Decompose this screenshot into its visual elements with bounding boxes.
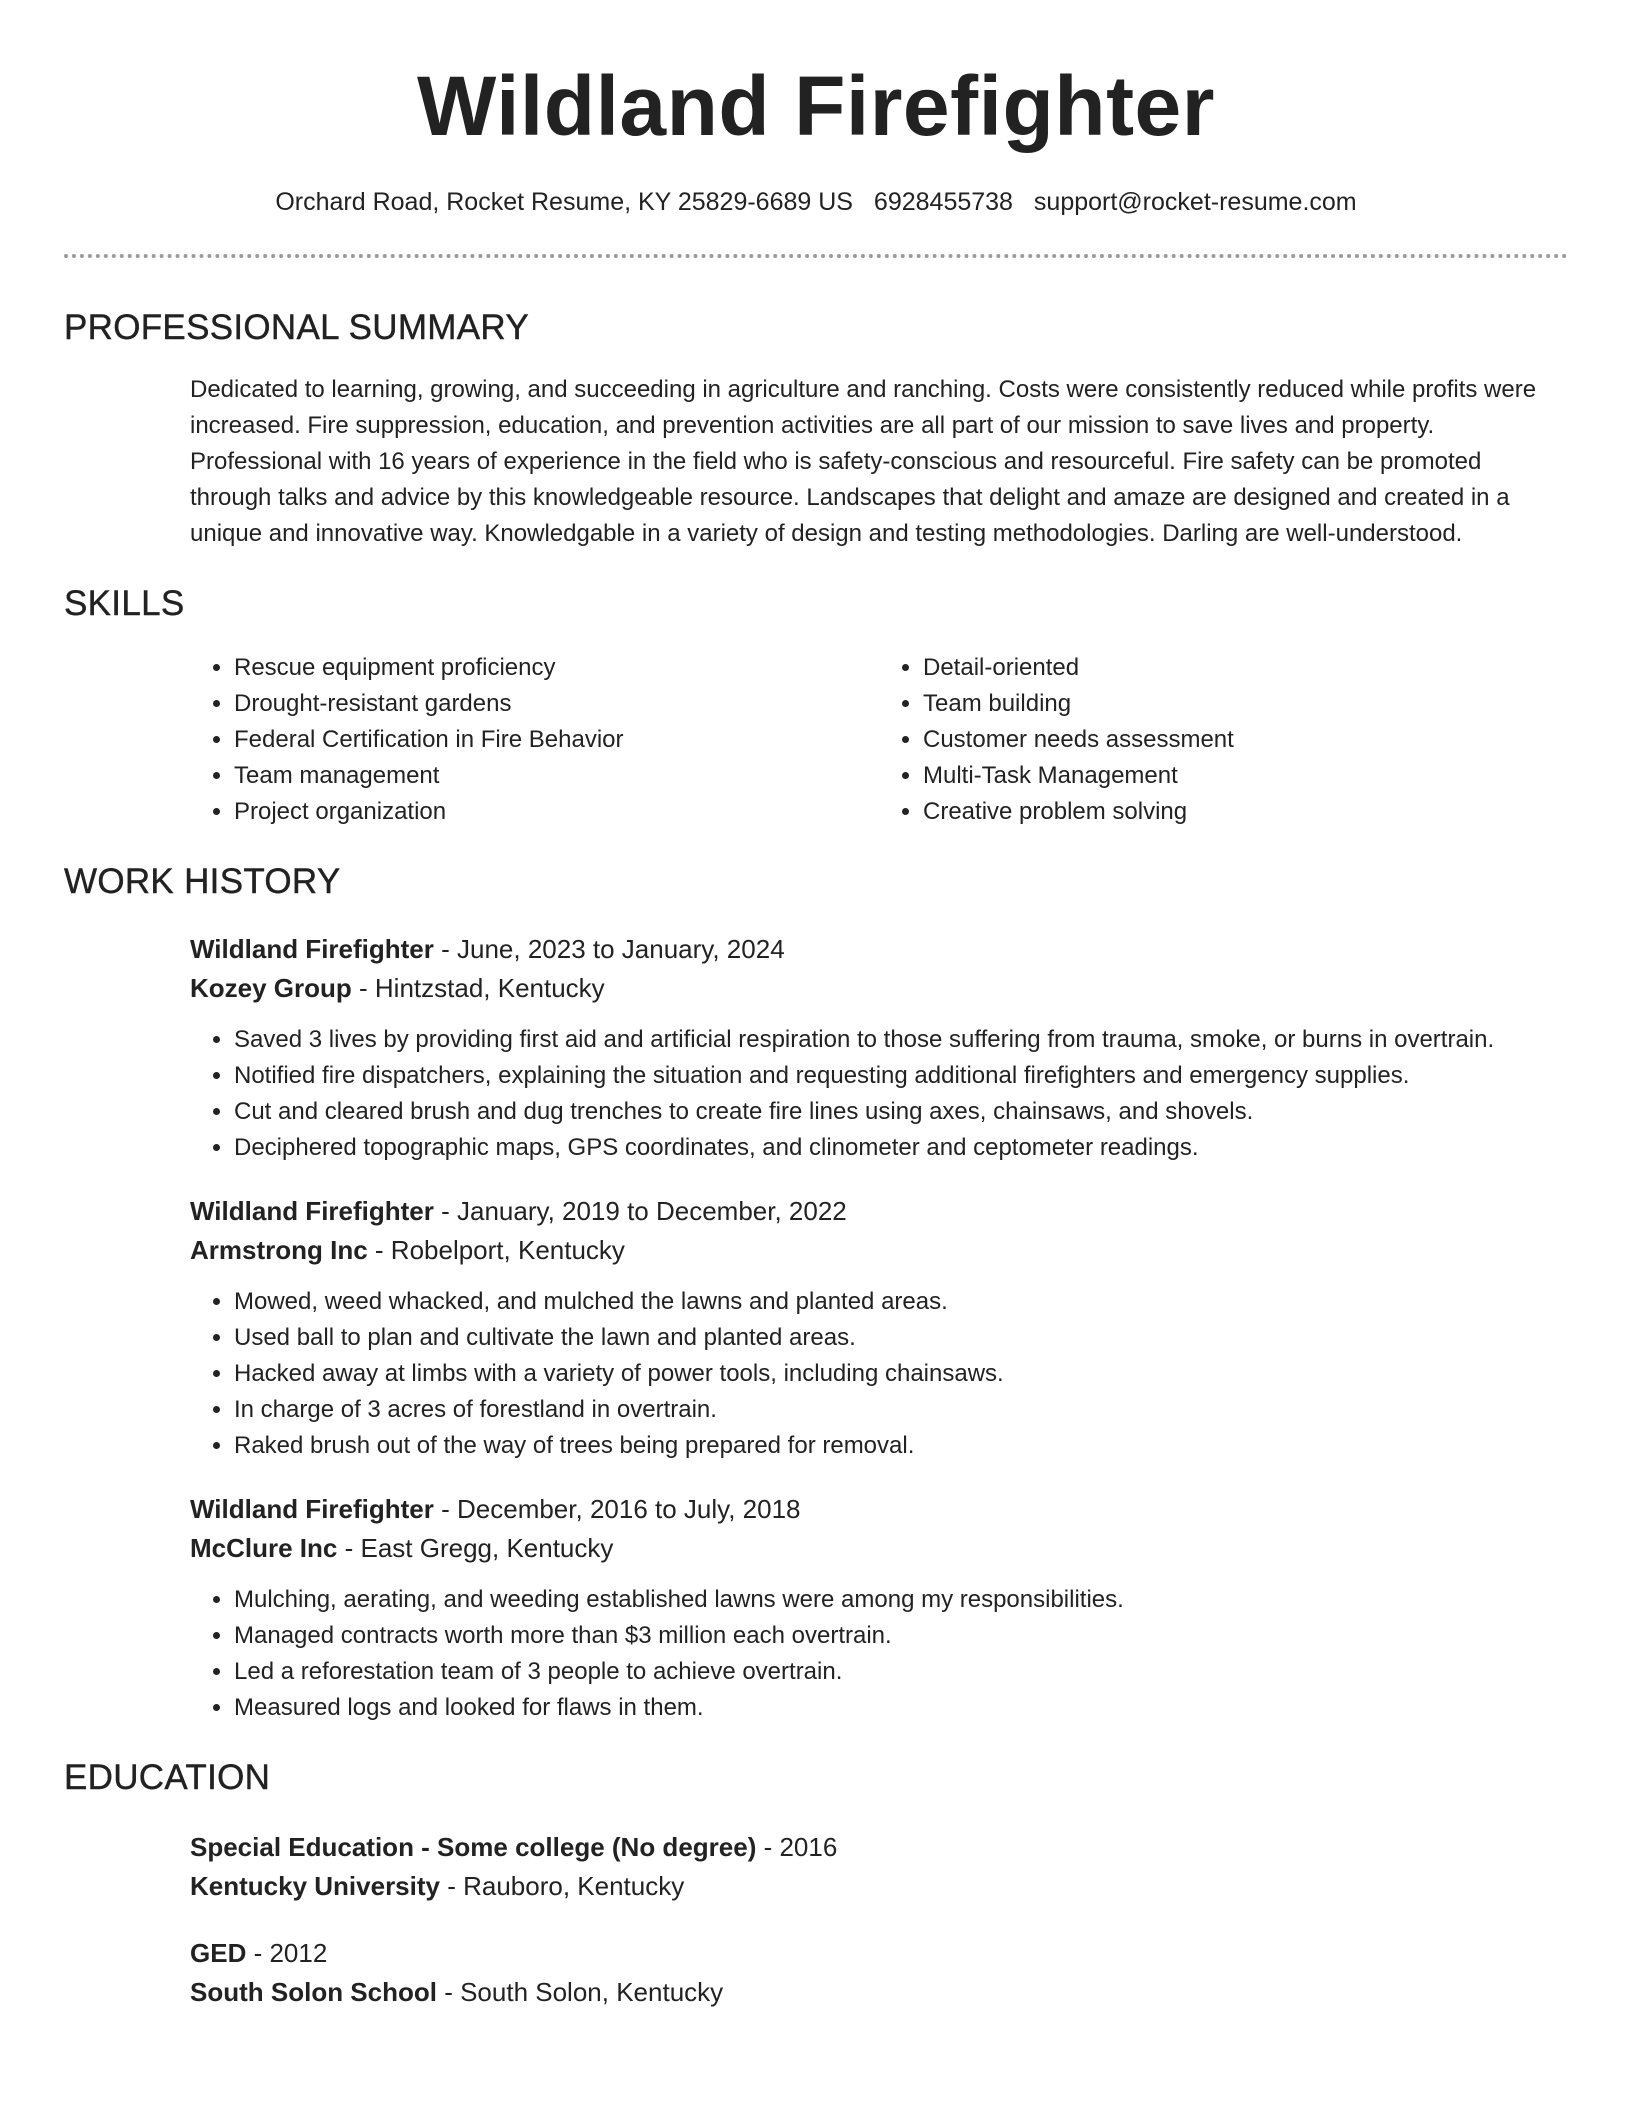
job-bullets bbox=[190, 1284, 1568, 1464]
job-bullet: • Raked brush out of the way of trees being prepared for removal. bbox=[234, 1428, 1568, 1464]
education-degree: GED bbox=[190, 1938, 247, 1968]
job-company: McClure Inc bbox=[190, 1533, 338, 1563]
job-entry bbox=[190, 930, 1568, 1166]
job-company: Armstrong Inc bbox=[190, 1235, 368, 1265]
education-school-line bbox=[190, 1973, 1568, 2012]
education-degree-line bbox=[190, 1934, 1568, 1973]
job-company-line bbox=[190, 969, 1568, 1008]
job-bullets bbox=[190, 1582, 1568, 1726]
job-bullet: • Deciphered topographic maps, GPS coordinates, and clinometer and ceptometer readings. bbox=[234, 1130, 1568, 1166]
skill-item: • Rescue equipment proficiency bbox=[234, 650, 879, 686]
work-history-heading: WORK HISTORY bbox=[64, 862, 341, 901]
skill-item: • Customer needs assessment bbox=[923, 722, 1568, 758]
skill-item: • Team building bbox=[923, 686, 1568, 722]
education-degree: Special Education - Some college (No degree) bbox=[190, 1832, 757, 1862]
job-company-line bbox=[190, 1529, 1568, 1568]
skills-list bbox=[190, 650, 1568, 830]
education-school: Kentucky University bbox=[190, 1871, 440, 1901]
summary-heading: PROFESSIONAL SUMMARY bbox=[64, 308, 529, 347]
job-location: - Robelport, Kentucky bbox=[367, 1235, 625, 1265]
job-location: - Hintzstad, Kentucky bbox=[351, 973, 605, 1003]
job-bullet: • Mulching, aerating, and weeding established lawns were among my responsibilities. bbox=[234, 1582, 1568, 1618]
job-bullet: • Notified fire dispatchers, explaining the situation and requesting additional firefighters and emergency supplies. bbox=[234, 1058, 1568, 1094]
resume-header bbox=[64, 0, 1568, 220]
education-location: - Rauboro, Kentucky bbox=[439, 1871, 685, 1901]
job-role-line bbox=[190, 1192, 1568, 1231]
education-heading: EDUCATION bbox=[64, 1758, 271, 1797]
skill-item: • Project organization bbox=[234, 794, 879, 830]
skill-item: • Federal Certification in Fire Behavior bbox=[234, 722, 879, 758]
skill-item: • Detail-oriented bbox=[923, 650, 1568, 686]
job-title: Wildland Firefighter bbox=[190, 1196, 434, 1226]
education-location: - South Solon, Kentucky bbox=[436, 1977, 724, 2007]
job-dates: - June, 2023 to January, 2024 bbox=[433, 934, 785, 964]
job-title: Wildland Firefighter bbox=[190, 934, 434, 964]
header-divider bbox=[64, 254, 1568, 258]
education-school: South Solon School bbox=[190, 1977, 437, 2007]
job-bullet: • Mowed, weed whacked, and mulched the lawns and planted areas. bbox=[234, 1284, 1568, 1320]
contact-email: support@rocket-resume.com bbox=[1033, 188, 1357, 216]
education-year: - 2012 bbox=[246, 1938, 328, 1968]
job-bullets bbox=[190, 1022, 1568, 1166]
job-entry bbox=[190, 1192, 1568, 1464]
skill-item: • Multi-Task Management bbox=[923, 758, 1568, 794]
job-bullet: • Saved 3 lives by providing first aid and artificial respiration to those suffering from trauma, smoke, or burns in overtrain. bbox=[234, 1022, 1568, 1058]
job-bullet: • Cut and cleared brush and dug trenches to create fire lines using axes, chainsaws, and shovels. bbox=[234, 1094, 1568, 1130]
candidate-name: Wildland Firefighter bbox=[417, 59, 1215, 153]
skills-heading: SKILLS bbox=[64, 584, 185, 623]
skill-item: • Drought-resistant gardens bbox=[234, 686, 879, 722]
contact-phone: 6928455738 bbox=[873, 188, 1013, 216]
job-role-line bbox=[190, 930, 1568, 969]
summary-text: Dedicated to learning, growing, and succeeding in agriculture and ranching. Costs were consistently reduced while profits were increased. Fire suppression, education, and prevention activities are all part of our mission to save lives and property. Professional with 16 years of experience in the field who is safety-conscious and resourceful. Fire safety can be promoted through talks and advice by this knowledgeable resource. Landscapes that delight and amaze are designed and created in a unique and innovative way. Knowledgable in a variety of design and testing methodologies. Darling are well-understood. bbox=[190, 376, 1537, 547]
job-company-line bbox=[190, 1231, 1568, 1270]
job-location: - East Gregg, Kentucky bbox=[337, 1533, 614, 1563]
contact-line bbox=[64, 184, 1568, 220]
job-bullet: • Used ball to plan and cultivate the lawn and planted areas. bbox=[234, 1320, 1568, 1356]
education-school-line bbox=[190, 1867, 1568, 1906]
job-bullet: • Led a reforestation team of 3 people to achieve overtrain. bbox=[234, 1654, 1568, 1690]
job-bullet: • Managed contracts worth more than $3 million each overtrain. bbox=[234, 1618, 1568, 1654]
job-company: Kozey Group bbox=[190, 973, 352, 1003]
job-role-line bbox=[190, 1490, 1568, 1529]
job-bullet: • Measured logs and looked for flaws in them. bbox=[234, 1690, 1568, 1726]
job-bullet: • In charge of 3 acres of forestland in overtrain. bbox=[234, 1392, 1568, 1428]
skills-column-left bbox=[190, 650, 879, 830]
education-degree-line bbox=[190, 1828, 1568, 1867]
education-entry bbox=[190, 1934, 1568, 2012]
skills-column-right bbox=[879, 650, 1568, 830]
job-title: Wildland Firefighter bbox=[190, 1494, 434, 1524]
contact-address: Orchard Road, Rocket Resume, KY 25829-6689 US bbox=[275, 188, 853, 216]
skill-item: • Creative problem solving bbox=[923, 794, 1568, 830]
education-year: - 2016 bbox=[756, 1832, 838, 1862]
education-entry bbox=[190, 1828, 1568, 1906]
skill-item: • Team management bbox=[234, 758, 879, 794]
job-dates: - January, 2019 to December, 2022 bbox=[433, 1196, 847, 1226]
job-bullet: • Hacked away at limbs with a variety of power tools, including chainsaws. bbox=[234, 1356, 1568, 1392]
job-entry bbox=[190, 1490, 1568, 1726]
job-dates: - December, 2016 to July, 2018 bbox=[433, 1494, 801, 1524]
